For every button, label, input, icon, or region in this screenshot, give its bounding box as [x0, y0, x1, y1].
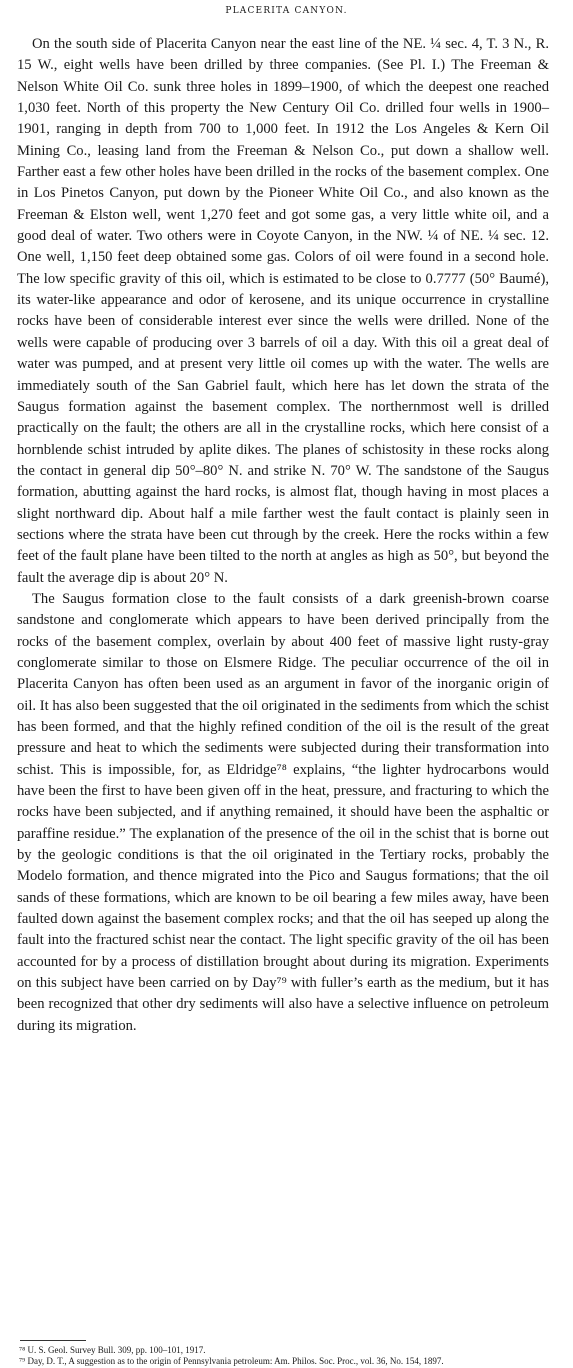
- footnote-79: ⁷⁹ Day, D. T., A suggestion as to the origin of Pennsylvania petroleum: Am. Philos. Soc. Proc., vol. 36, No. 154, 1897.: [19, 1356, 444, 1367]
- running-head: PLACERITA CANYON.: [225, 6, 348, 16]
- paragraph-2: The Saugus formation close to the fault consists of a dark greenish-brown coarse sandstone and conglomerate which appears to have been derived principally from the rocks of the basement complex, overlain by about 400 feet of massive light rusty-gray conglomerate similar to those on Elsmere Ridge. The peculiar occurrence of the oil in Placerita Canyon has often been used as an argument in favor of the inorganic origin of oil. It has also been suggested that the oil originated in the sediments from which the schist has been formed, and that the highly refined condition of the oil is the result of the great pressure and heat to which the sediments were subjected during their transformation into schist. This is impossible, for, as Eldridge⁷⁸ explains, “the lighter hydrocarbons would have been the first to have been given off in the heat, pressure, and fracturing to which the rocks have been subjected, and if anything remained, it should have been the asphaltic or paraffine residue.” The explanation of the presence of the oil in the schist that is borne out by the geologic conditions is that the oil originated in the Tertiary rocks, probably the Modelo formation, and thence migrated into the Pico and Saugus formations; that the oil sands of these formations, which are known to be oil bearing a few miles away, have been faulted down against the basement complex rocks; and that the oil has seeped up along the fault into the fractured schist near the contact. The light specific gravity of the oil has been accounted for by a process of distillation brought about during its migration. Experiments on this subject have been carried on by Day⁷⁹ with fuller’s earth as the medium, but it has been recognized that other dry sediments will also have a selective influence on petroleum during its migration.: [17, 590, 549, 1034]
- footnote-rule: [20, 1340, 86, 1341]
- footnotes: [19, 1345, 554, 1367]
- paragraph-1: On the south side of Placerita Canyon near the east line of the NE. ¼ sec. 4, T. 3 N., R. 15 W., eight wells have been drilled by three companies. (See Pl. I.) The Freeman & Nelson White Oil Co. sunk three holes in 1899–1900, of which the deepest one reached 1,030 feet. North of this property the New Century Oil Co. drilled four wells in 1900–1901, ranging in depth from 700 to 1,000 feet. In 1912 the Los Angeles & Kern Oil Mining Co., leasing land from the Freeman & Nelson Co., put down a shallow well. Farther east a few other holes have been drilled in the rocks of the basement complex. One in Los Pinetos Canyon, put down by the Pioneer White Oil Co., and also known as the Freeman & Elston well, went 1,270 feet and got some gas, a very little white oil, and a good deal of water. Two others were in Coyote Canyon, in the NW. ¼ of NE. ¼ sec. 12. One well, 1,150 feet deep obtained some gas. Colors of oil were found in a second hole. The low specific gravity of this oil, which is estimated to be close to 0.7777 (50° Baumé), its water-like appearance and odor of kerosene, and its unique occurrence in crystalline rocks have been of considerable interest ever since the wells were drilled. None of the wells were capable of producing over 3 barrels of oil a day. With this oil a great deal of water was pumped, and at present very little oil comes up with the water. The wells are immediately south of the San Gabriel fault, which here has let down the strata of the Saugus formation against the basement complex. The northernmost well is drilled practically on the fault; the others are all in the crystalline rocks, which here consist of a hornblende schist intruded by aplite dikes. The planes of schistosity in these rocks along the contact in general dip 50°–80° N. and strike N. 70° W. The sandstone of the Saugus formation, abutting against the hard rocks, is almost flat, though having in most places a slight northward dip. About half a mile farther west the fault contact is plainly seen in sections where the strata have been cut through by the creek. Here the rocks within a few feet of the fault plane have been tilted to the north at angles as high as 50°, but beyond the fault the average dip is about 20° N.: [17, 36, 549, 586]
- body-text: [17, 34, 549, 1037]
- footnote-78: ⁷⁸ U. S. Geol. Survey Bull. 309, pp. 100–101, 1917.: [19, 1345, 206, 1355]
